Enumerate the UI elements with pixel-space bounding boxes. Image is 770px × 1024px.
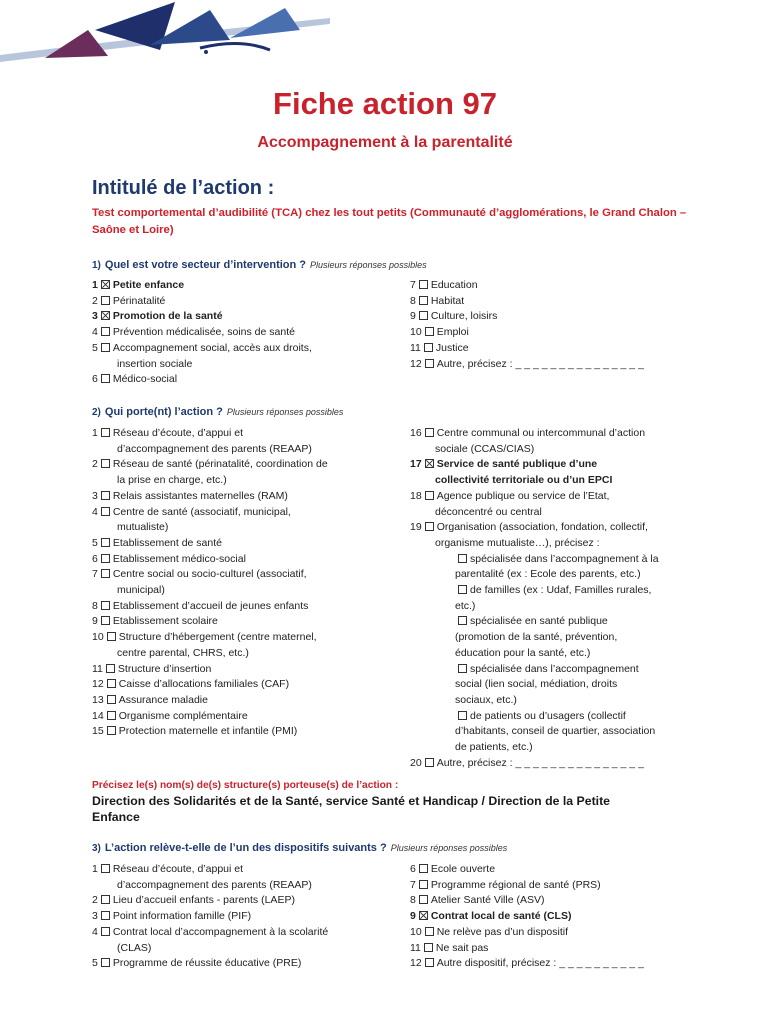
option-label: Caisse d’allocations familiales (CAF)	[118, 678, 290, 691]
checkbox-option	[92, 325, 402, 341]
question-number: 3)	[92, 843, 101, 854]
option-label: Programme de réussite éducative (PRE)	[112, 957, 302, 970]
option-number: 1	[92, 279, 98, 291]
checkbox-option	[410, 756, 710, 772]
checkbox-option	[92, 662, 402, 678]
checkbox-icon[interactable]	[419, 895, 428, 904]
structures-value: Direction des Solidarités et de la Santé, service Santé et Handicap / Direction de la Petite Enfance	[92, 794, 611, 824]
option-number: 6	[410, 863, 416, 875]
checkbox-icon[interactable]	[425, 522, 434, 531]
checkbox-option	[410, 925, 710, 941]
list-item-continuation: éducation pour la santé, etc.)	[455, 646, 591, 659]
checkbox-icon[interactable]	[458, 711, 467, 720]
checkbox-option	[92, 893, 402, 909]
checkbox-icon[interactable]	[107, 632, 116, 641]
option-number: 8	[410, 894, 416, 907]
list-item-continuation: déconcentré ou central	[435, 505, 542, 518]
option-label: spécialisée dans l’accompagnement à la	[470, 552, 659, 565]
option-label: Programme régional de santé (PRS)	[430, 878, 601, 891]
option-label: Réseau d’écoute, d’appui et	[112, 427, 244, 439]
list-item-continuation: d’accompagnement des parents (REAAP)	[117, 442, 312, 455]
option-number: 20	[410, 756, 422, 769]
checkbox-option	[410, 489, 710, 505]
option-number: 11	[410, 341, 421, 354]
checkbox-option	[92, 724, 402, 740]
option-label: Centre de santé (associatif, municipal,	[112, 505, 291, 518]
checkbox-option	[410, 341, 710, 357]
checkbox-icon[interactable]	[101, 958, 110, 967]
checkbox-icon[interactable]	[425, 327, 434, 336]
action-title-text: Test comportemental d’audibilité (TCA) chez les tout petits (Communauté d’agglomérations, le Grand Chalon – Saône et Loire)	[92, 207, 687, 236]
option-number: 1	[92, 863, 98, 875]
option-label: Centre social ou socio-culturel (associatif,	[112, 568, 307, 581]
checked-box-icon[interactable]	[425, 459, 434, 468]
checkbox-icon[interactable]	[107, 726, 116, 735]
option-number: 7	[92, 568, 98, 581]
list-item-continuation: centre parental, CHRS, etc.)	[117, 646, 249, 659]
checkbox-icon[interactable]	[458, 616, 467, 625]
option-number: 4	[92, 326, 98, 339]
option-label: spécialisée dans l’accompagnement	[470, 662, 639, 675]
question-hint: Plusieurs réponses possibles	[390, 843, 508, 853]
question-hint: Plusieurs réponses possibles	[310, 260, 427, 270]
checkbox-icon[interactable]	[419, 311, 428, 320]
option-number: 9	[410, 910, 416, 923]
checkbox-option	[92, 372, 402, 388]
checkbox-icon[interactable]	[458, 554, 467, 563]
option-number: 12	[92, 678, 104, 691]
checkbox-icon[interactable]	[425, 428, 434, 437]
option-label: Réseau d’écoute, d’appui et	[112, 863, 244, 875]
checkbox-option	[92, 426, 402, 442]
question-label: Qui porte(nt) l’action ?	[104, 406, 223, 418]
checkbox-icon[interactable]	[106, 664, 115, 673]
option-number: 14	[92, 709, 104, 722]
checkbox-icon[interactable]	[425, 359, 434, 368]
section-heading-intitule: Intitulé de l’action :	[92, 177, 275, 199]
option-number: 4	[92, 925, 98, 938]
checkbox-option	[92, 505, 402, 521]
checked-box-icon[interactable]	[101, 311, 110, 320]
checkbox-icon[interactable]	[101, 491, 110, 500]
list-item-continuation: sociale (CCAS/CIAS)	[435, 442, 535, 455]
checked-box-icon[interactable]	[101, 280, 110, 289]
option-number: 2	[92, 294, 98, 307]
option-label: Justice	[435, 341, 469, 354]
question-hint: Plusieurs réponses possibles	[226, 407, 344, 417]
option-number: 5	[92, 341, 98, 354]
option-label: Centre communal ou intercommunal d’action	[436, 427, 646, 439]
checkbox-option	[92, 341, 402, 357]
option-label: Autre, précisez : _ _ _ _ _ _ _ _ _ _ _ _ _ _ _	[436, 756, 644, 769]
checkbox-icon[interactable]	[458, 664, 467, 673]
list-item-continuation: municipal)	[117, 584, 165, 597]
option-number: 3	[92, 310, 98, 323]
list-item-continuation: organisme mutualiste…), précisez :	[435, 536, 600, 549]
option-label: Point information famille (PIF)	[112, 910, 252, 923]
checkbox-option	[410, 862, 710, 878]
option-number: 5	[92, 957, 98, 970]
option-number: 10	[410, 925, 422, 938]
page-subtitle: Accompagnement à la parentalité	[257, 134, 513, 151]
question-1-right-column	[410, 278, 710, 372]
option-number: 12	[410, 957, 422, 970]
checkbox-option	[92, 536, 402, 552]
checkbox-icon[interactable]	[101, 428, 110, 437]
checked-box-icon[interactable]	[419, 911, 428, 920]
question-number: 1)	[92, 260, 101, 271]
checkbox-option	[410, 426, 710, 442]
checkbox-icon[interactable]	[425, 758, 434, 767]
option-number: 8	[92, 599, 98, 612]
checkbox-option	[92, 489, 402, 505]
question-2-left-column	[92, 426, 402, 740]
checkbox-option	[410, 709, 710, 725]
checkbox-option	[92, 909, 402, 925]
option-label: Education	[430, 279, 478, 291]
question-label: Quel est votre secteur d’intervention ?	[104, 259, 307, 271]
option-label: spécialisée en santé publique	[470, 615, 608, 628]
option-number: 6	[92, 552, 98, 565]
list-item-continuation: sociaux, etc.)	[455, 693, 517, 706]
option-label: Petite enfance	[112, 279, 185, 291]
option-number: 11	[92, 662, 103, 675]
option-number: 12	[410, 357, 422, 370]
checkbox-icon[interactable]	[101, 569, 110, 578]
option-label: Ne relève pas d’un dispositif	[436, 925, 569, 938]
checkbox-option	[92, 567, 402, 583]
option-label: Etablissement d’accueil de jeunes enfants	[112, 599, 309, 612]
question-2-heading	[92, 406, 343, 418]
option-number: 19	[410, 521, 422, 534]
checkbox-icon[interactable]	[101, 616, 110, 625]
checkbox-icon[interactable]	[107, 679, 116, 688]
question-2-right-column	[410, 426, 710, 771]
checkbox-option	[410, 614, 710, 630]
checkbox-option	[92, 599, 402, 615]
option-number: 13	[92, 693, 104, 706]
checkbox-option	[410, 956, 710, 972]
checkbox-option	[92, 457, 402, 473]
checkbox-icon[interactable]	[101, 538, 110, 547]
option-label: Ecole ouverte	[430, 863, 496, 875]
checkbox-option	[410, 878, 710, 894]
checkbox-option	[92, 862, 402, 878]
option-number: 15	[92, 725, 104, 738]
checkbox-option	[92, 278, 402, 294]
option-number: 7	[410, 279, 416, 291]
checkbox-option	[410, 662, 710, 678]
option-number: 16	[410, 427, 422, 439]
checkbox-icon[interactable]	[101, 554, 110, 563]
checkbox-icon[interactable]	[101, 343, 110, 352]
checkbox-option	[410, 520, 710, 536]
option-number: 1	[92, 427, 98, 439]
option-label: Agence publique ou service de l’Etat,	[436, 489, 610, 502]
option-label: Assurance maladie	[118, 693, 208, 706]
option-number: 5	[92, 536, 98, 549]
checkbox-option	[410, 552, 710, 568]
checkbox-icon[interactable]	[101, 601, 110, 610]
checkbox-icon[interactable]	[101, 374, 110, 383]
checkbox-option	[410, 325, 710, 341]
list-item-continuation: (promotion de la santé, prévention,	[455, 631, 618, 644]
option-number: 17	[410, 458, 422, 471]
checkbox-icon[interactable]	[101, 927, 110, 936]
option-number: 2	[92, 458, 98, 471]
checkbox-icon[interactable]	[419, 864, 428, 873]
checkbox-icon[interactable]	[424, 943, 433, 952]
list-item-continuation: collectivité territoriale ou d’un EPCI	[435, 474, 613, 487]
checkbox-icon[interactable]	[424, 343, 433, 352]
option-number: 10	[92, 631, 104, 644]
checkbox-icon[interactable]	[425, 491, 434, 500]
option-label: Accompagnement social, accès aux droits,	[112, 341, 312, 354]
option-label: de patients ou d’usagers (collectif	[470, 709, 626, 722]
option-number: 18	[410, 489, 422, 502]
checkbox-option	[92, 956, 402, 972]
checkbox-option	[92, 614, 402, 630]
checkbox-icon[interactable]	[101, 296, 110, 305]
checkbox-option	[410, 941, 710, 957]
question-label: L’action relève-t-elle de l’un des dispositifs suivants ?	[104, 842, 387, 854]
question-1-heading	[92, 259, 427, 271]
option-label: Habitat	[430, 294, 465, 307]
question-1-left-column	[92, 278, 402, 388]
option-label: Etablissement scolaire	[112, 615, 218, 628]
checkbox-option	[92, 709, 402, 725]
list-item-continuation: d’habitants, conseil de quartier, association	[455, 725, 656, 738]
checkbox-option	[92, 630, 402, 646]
question-3-right-column	[410, 862, 710, 972]
option-number: 2	[92, 894, 98, 907]
option-label: Atelier Santé Ville (ASV)	[430, 894, 545, 907]
option-label: Organisme complémentaire	[118, 709, 248, 722]
option-label: Contrat local de santé (CLS)	[430, 910, 572, 923]
checkbox-icon[interactable]	[101, 327, 110, 336]
option-label: Autre dispositif, précisez : _ _ _ _ _ _ _ _ _ _	[436, 957, 644, 970]
option-number: 4	[92, 505, 98, 518]
checkbox-option	[410, 909, 710, 925]
option-label: Périnatalité	[112, 294, 166, 307]
checkbox-icon[interactable]	[107, 711, 116, 720]
checkbox-icon[interactable]	[101, 507, 110, 516]
option-label: Autre, précisez : _ _ _ _ _ _ _ _ _ _ _ _ _ _ _	[436, 357, 644, 370]
checkbox-option	[410, 357, 710, 373]
checkbox-icon[interactable]	[419, 296, 428, 305]
question-3-heading	[92, 842, 507, 854]
checkbox-icon[interactable]	[101, 911, 110, 920]
checkbox-option	[92, 677, 402, 693]
option-label: Prévention médicalisée, soins de santé	[112, 326, 295, 339]
option-number: 3	[92, 910, 98, 923]
option-label: Protection maternelle et infantile (PMI)	[118, 725, 298, 738]
option-label: Emploi	[436, 326, 469, 339]
option-label: Ne sait pas	[435, 941, 489, 954]
checkbox-icon[interactable]	[458, 585, 467, 594]
list-item-continuation: etc.)	[455, 599, 476, 612]
checkbox-icon[interactable]	[419, 280, 428, 289]
option-label: Etablissement médico-social	[112, 552, 246, 565]
checkbox-option	[410, 294, 710, 310]
page-title: Fiche action 97	[273, 86, 497, 121]
option-number: 7	[410, 878, 416, 891]
option-number: 9	[92, 615, 98, 628]
checkbox-icon[interactable]	[101, 459, 110, 468]
option-label: Médico-social	[112, 373, 178, 386]
checkbox-option	[410, 278, 710, 294]
checkbox-icon[interactable]	[107, 695, 116, 704]
checkbox-option	[92, 309, 402, 325]
checkbox-option	[92, 925, 402, 941]
option-label: Etablissement de santé	[112, 536, 222, 549]
list-item-continuation: de patients, etc.)	[455, 741, 533, 754]
option-label: Contrat local d’accompagnement à la scolarité	[112, 925, 329, 938]
option-number: 10	[410, 326, 422, 339]
option-label: Réseau de santé (périnatalité, coordination de	[112, 458, 328, 471]
option-label: Structure d’hébergement (centre maternel,	[118, 631, 317, 644]
list-item-continuation: parentalité (ex : Ecole des parents, etc.)	[455, 568, 641, 581]
option-label: Lieu d’accueil enfants - parents (LAEP)	[112, 894, 295, 907]
checkbox-option	[410, 309, 710, 325]
option-number: 11	[410, 941, 421, 954]
checkbox-option	[92, 294, 402, 310]
checkbox-option	[92, 693, 402, 709]
option-label: Organisation (association, fondation, collectif,	[436, 521, 648, 534]
checkbox-option	[410, 583, 710, 599]
option-label: Promotion de la santé	[112, 310, 223, 323]
option-number: 8	[410, 294, 416, 307]
option-label: Relais assistantes maternelles (RAM)	[112, 489, 288, 502]
checkbox-option	[410, 893, 710, 909]
checkbox-icon[interactable]	[101, 864, 110, 873]
structures-label: Précisez le(s) nom(s) de(s) structure(s) porteuse(s) de l’action :	[92, 780, 399, 791]
checkbox-icon[interactable]	[101, 895, 110, 904]
option-number: 6	[92, 373, 98, 386]
option-number: 9	[410, 310, 416, 323]
list-item-continuation: insertion sociale	[117, 357, 193, 370]
option-label: Structure d’insertion	[117, 662, 212, 675]
list-item-continuation: (CLAS)	[117, 941, 152, 954]
checkbox-option	[92, 552, 402, 568]
option-label: Culture, loisirs	[430, 310, 498, 323]
option-label: de familles (ex : Udaf, Familles rurales,	[470, 584, 652, 597]
option-number: 3	[92, 489, 98, 502]
checkbox-icon[interactable]	[419, 880, 428, 889]
question-3-left-column	[92, 862, 402, 972]
checkbox-icon[interactable]	[425, 927, 434, 936]
checkbox-icon[interactable]	[425, 958, 434, 967]
question-number: 2)	[92, 407, 101, 418]
checkbox-option	[410, 457, 710, 473]
list-item-continuation: d’accompagnement des parents (REAAP)	[117, 878, 312, 891]
option-label: Service de santé publique d’une	[436, 458, 598, 471]
list-item-continuation: social (lien social, médiation, droits	[455, 678, 618, 691]
list-item-continuation: la prise en charge, etc.)	[117, 474, 227, 487]
header-logo	[0, 0, 330, 70]
list-item-continuation: mutualiste)	[117, 521, 169, 534]
